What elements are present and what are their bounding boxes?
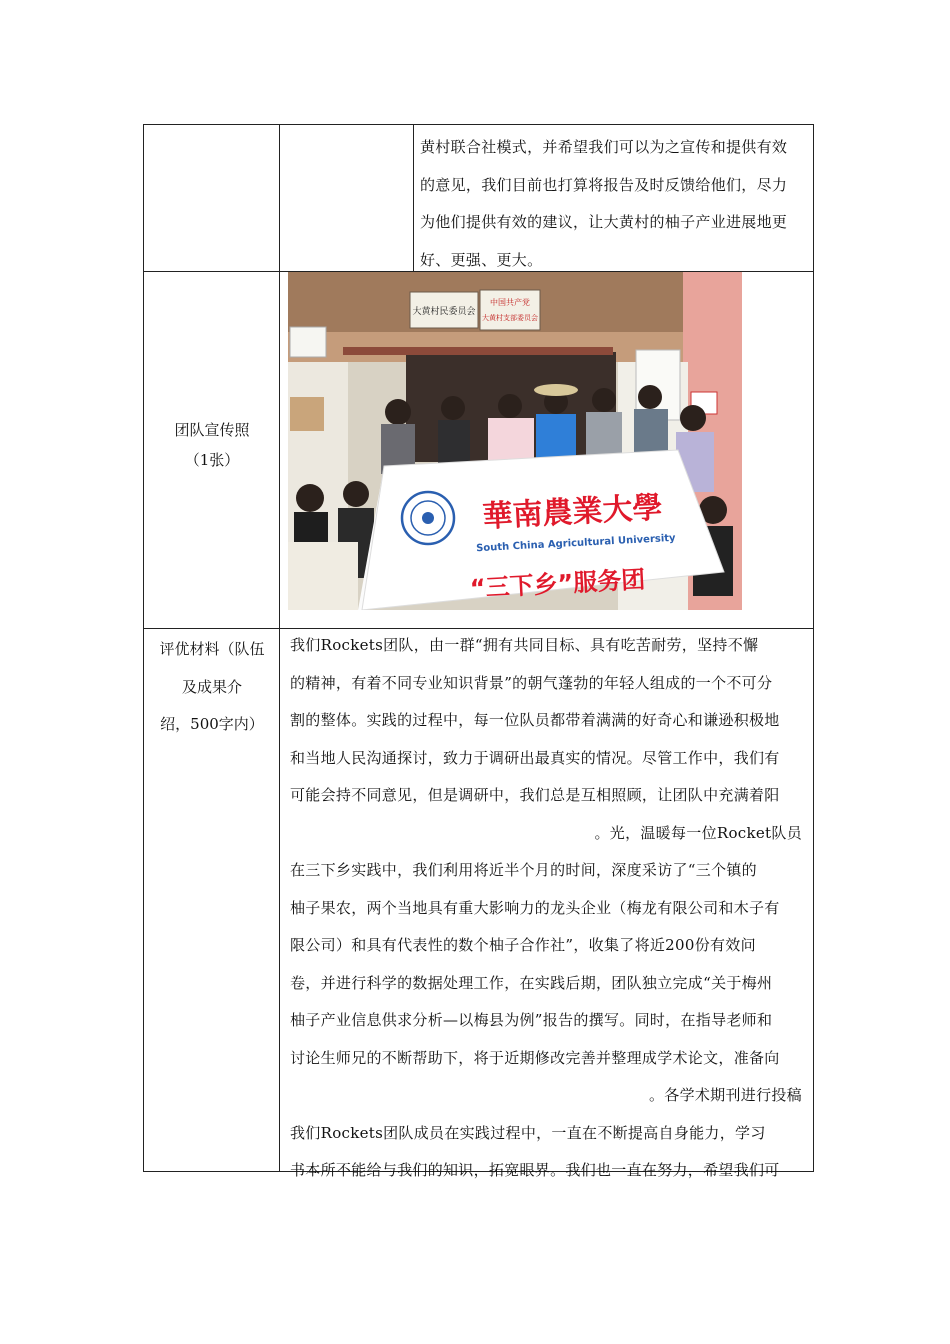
text-line: 柚子产业信息供求分析—以梅县为例”报告的撰写。同时，在指导老师和 — [290, 1011, 773, 1029]
banner-university-english: South China Agricultural University — [475, 532, 676, 555]
banner-service-group: “三下乡”服务团 — [469, 565, 646, 603]
sign-party-line2: 大黄村支部委员会 — [482, 314, 538, 322]
text-line: 讨论生师兄的不断帮助下，将于近期修改完善并整理成学术论文，准备向 — [290, 1048, 780, 1067]
continued-text-block — [420, 129, 810, 279]
column-divider-2 — [413, 125, 414, 271]
evaluation-label-line: 评优材料（队伍 — [159, 640, 265, 658]
text-line: 在三下乡实践中，我们利用将近半个月的时间，深度采访了“三个镇的 — [290, 861, 757, 879]
text-line: 可能会持不同意见，但是调研中，我们总是互相照顾，让团队中充满着阳 — [290, 786, 780, 804]
text-line: 柚子果农，两个当地具有重大影响力的龙头企业（梅龙有限公司和木子有 — [290, 898, 780, 917]
text-line: 和当地人民沟通探讨，致力于调研出最真实的情况。尽管工作中，我们有 — [290, 748, 780, 767]
text-line: 割的整体。实践的过程中，每一位队员都带着满满的好奇心和谦逊积极地 — [290, 711, 780, 729]
text-line: 我们Rockets团队成员在实践过程中，一直在不断提高自身能力，学习 — [290, 1123, 766, 1142]
sign-village-committee: 大黄村民委员会 — [412, 307, 476, 317]
text-line: 。各学术期刊进行投稿 — [648, 1086, 802, 1104]
text-line: 卷，并进行科学的数据处理工作，在实践后期，团队独立完成“关于梅州 — [290, 973, 773, 992]
banner-university-name: 華南農業大學 — [481, 490, 664, 535]
team-photo-label-count: （1张） — [184, 451, 240, 469]
text-line: 我们Rockets团队，由一群“拥有共同目标、具有吃苦耐劳，坚持不懈 — [290, 636, 759, 654]
text-line: 的意见，我们目前也打算将报告及时反馈给他们，尽力 — [420, 175, 788, 194]
evaluation-label-line: 及成果介 — [181, 677, 242, 696]
text-line: 为他们提供有效的建议，让大黄村的柚子产业进展地更 — [420, 213, 788, 231]
sign-party-line1: 中国共产党 — [490, 298, 530, 307]
text-line: 好、更强、更大。 — [420, 250, 543, 269]
text-line: 限公司）和具有代表性的数个柚子合作社”，收集了将近200份有效问 — [290, 936, 756, 954]
evaluation-label-line: 绍，500字内） — [160, 715, 264, 733]
text-line: 黄村联合社模式，并希望我们可以为之宣传和提供有效 — [420, 138, 788, 156]
text-line: 。光，温暖每一位Rocket队员 — [594, 823, 802, 842]
text-line: 的精神，有着不同专业知识背景”的朝气蓬勃的年轻人组成的一个不可分 — [290, 673, 773, 692]
evaluation-text-block — [290, 627, 810, 1190]
text-line: 书本所不能给与我们的知识，拓宽眼界。我们也一直在努力，希望我们可 — [290, 1161, 780, 1179]
team-photo — [288, 272, 742, 610]
team-photo-illustration — [288, 272, 742, 610]
team-photo-label-title: 团队宣传照 — [174, 421, 250, 439]
evaluation-material-label — [144, 631, 280, 744]
form-table — [143, 124, 814, 1179]
team-photo-label — [144, 415, 280, 475]
